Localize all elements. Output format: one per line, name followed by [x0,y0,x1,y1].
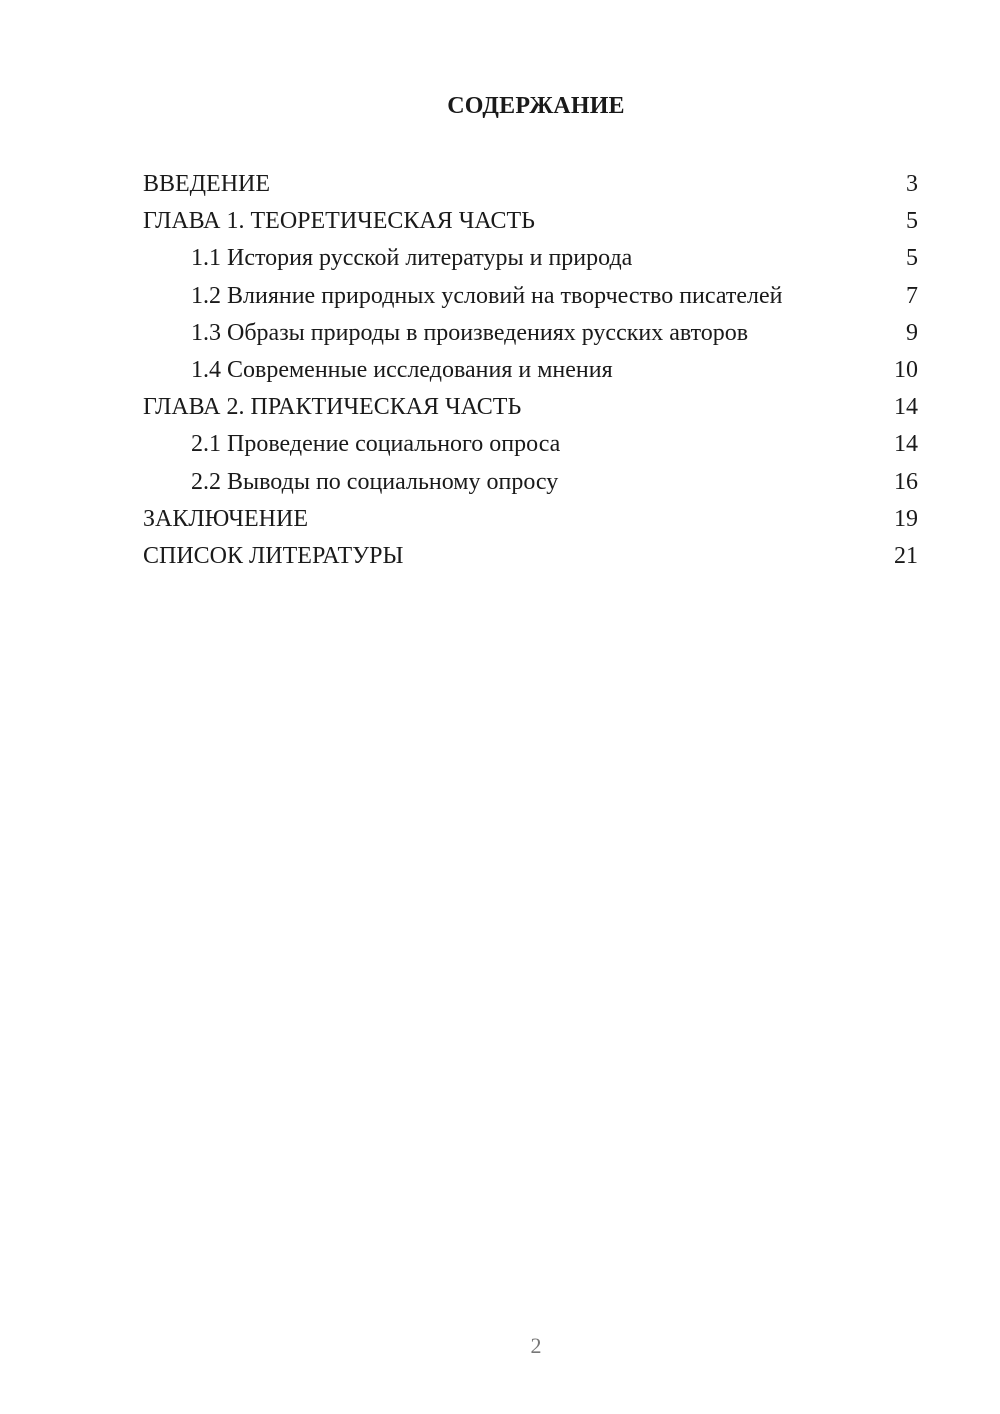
toc-entry-label: ВВЕДЕНИЕ [143,171,271,197]
page-title: СОДЕРЖАНИЕ [447,93,625,119]
toc-entry-page: 14 [894,394,918,421]
table-of-contents [143,166,918,575]
toc-entry-page: 16 [894,468,918,495]
toc-entry-section-1-3[interactable] [143,315,918,352]
toc-entry-section-1-2[interactable] [143,278,918,315]
toc-entry-chapter-1[interactable] [143,203,918,240]
toc-entry-page: 14 [894,431,918,458]
toc-entry-page: 10 [894,356,918,383]
toc-entry-label: ГЛАВА 2. ПРАКТИЧЕСКАЯ ЧАСТЬ [143,394,522,421]
toc-entry-introduction[interactable] [143,166,918,203]
toc-entry-label: 1.2 Влияние природных условий на творчество писателей [191,282,783,309]
toc-entry-section-1-1[interactable] [143,240,918,277]
toc-entry-references[interactable] [143,538,918,575]
toc-entry-section-2-1[interactable] [143,426,918,463]
toc-entry-page: 5 [906,208,918,235]
toc-entry-section-2-2[interactable] [143,464,918,501]
page-number: 2 [530,1333,542,1358]
toc-entry-label: 1.1 История русской литературы и природа [191,245,633,272]
toc-entry-label: ЗАКЛЮЧЕНИЕ [143,505,308,532]
toc-entry-page: 21 [894,542,918,569]
toc-entry-page: 3 [906,171,918,197]
toc-entry-page: 5 [906,245,918,272]
toc-entry-page: 9 [906,319,918,346]
toc-entry-page: 7 [906,282,918,309]
toc-entry-label: ГЛАВА 1. ТЕОРЕТИЧЕСКАЯ ЧАСТЬ [143,208,535,235]
toc-entry-conclusion[interactable] [143,501,918,538]
toc-entry-chapter-2[interactable] [143,389,918,426]
toc-entry-label: 2.1 Проведение социального опроса [191,431,561,458]
toc-entry-label: СПИСОК ЛИТЕРАТУРЫ [143,542,404,569]
toc-entry-label: 1.3 Образы природы в произведениях русских авторов [191,319,749,346]
toc-entry-label: 1.4 Современные исследования и мнения [191,356,613,383]
toc-entry-page: 19 [894,505,918,532]
toc-entry-label: 2.2 Выводы по социальному опросу [191,468,559,495]
toc-entry-section-1-4[interactable] [143,352,918,389]
